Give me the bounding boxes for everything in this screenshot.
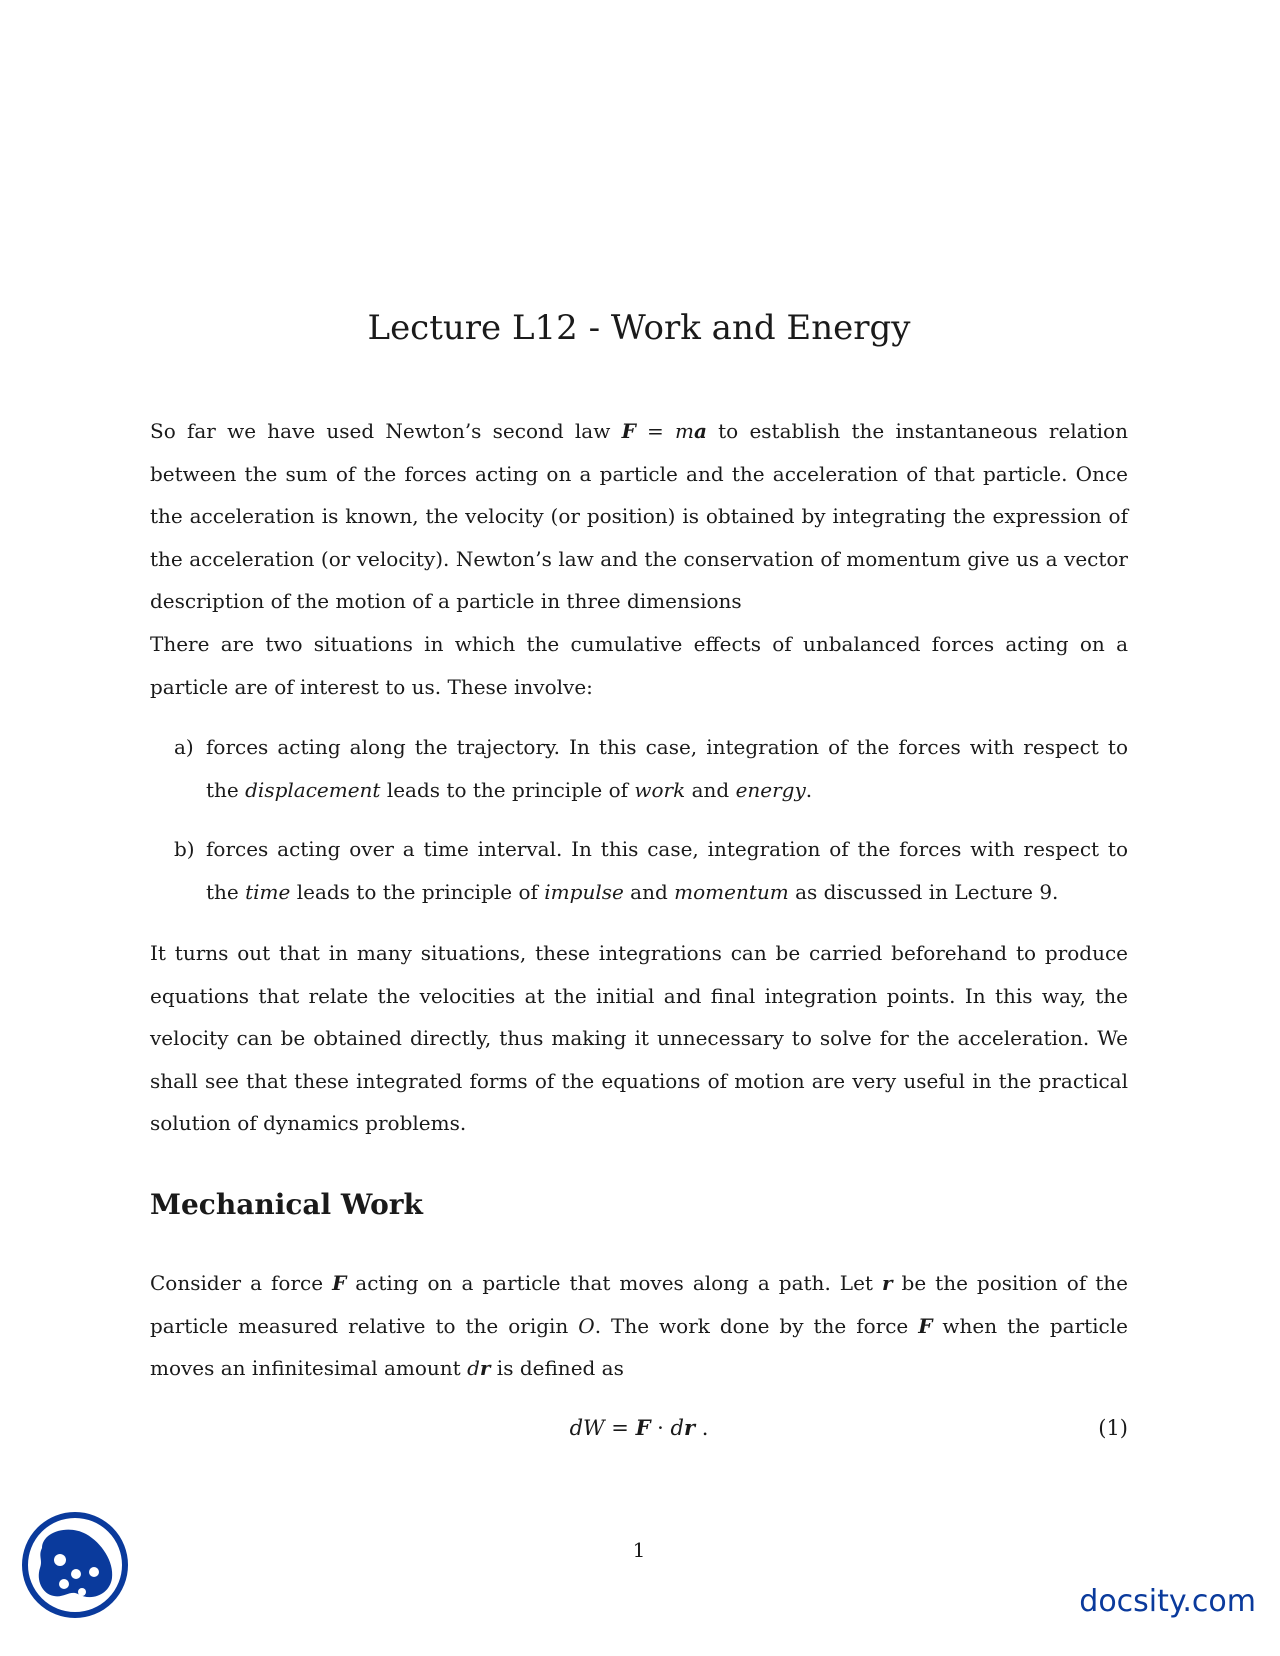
text-segment: is defined as [490,1356,624,1380]
text-segment: and [623,879,675,904]
emphasis: energy [735,777,806,802]
docsity-logo-icon[interactable] [20,1510,130,1620]
equation-1 [150,1408,1128,1448]
math-d: d [467,1356,480,1380]
math-m: m [674,419,694,443]
emphasis: work [634,777,686,802]
text-segment: leads to the principle of [290,879,545,904]
situations-list [150,726,1128,930]
math-vector-r: r [881,1271,893,1295]
text-segment: forces acting over a time interval. In this case, integration of the forces with respect to the [206,837,1128,904]
list-marker: a) [174,735,194,759]
text-segment: be the position of the particle measured relative to the origin [150,1271,1128,1338]
equation-number: (1) [1098,1416,1128,1440]
text-segment: . [805,777,813,802]
text-segment: acting on a particle that moves along a path. Let [346,1271,882,1295]
emphasis: displacement [245,777,381,802]
math-vector-a: a [693,419,707,443]
integration-paragraph: It turns out that in many situations, these integrations can be carried beforehand to produce equations that relate the velocities at the initial and final integration points. In this way, the velocity can be obtained directly, thus making it unnecessary to solve for the acceleration. We shall see that these integrated forms of the equations of motion are very useful in the practical solution of dynamics problems. [150,941,1128,1135]
math-vector-r: r [479,1356,491,1380]
text-segment: Consider a force [150,1271,333,1295]
math-period: . [695,1416,709,1440]
situations-paragraph: There are two situations in which the cumulative effects of unbalanced forces acting on a particle are of interest to us. These involve: [150,632,1128,699]
math-d: d [670,1416,684,1440]
equation-body [150,1408,1128,1448]
math-vector-r: r [683,1415,696,1440]
text-segment: as discussed in Lecture 9. [788,879,1059,904]
intro-paragraph [150,410,1128,623]
math-vector-F: F [621,419,636,443]
text-segment: and [685,777,736,802]
list-marker: b) [174,837,195,861]
text-segment: when the particle moves an infinitesimal amount [150,1313,1128,1380]
math-vector-F: F [918,1313,933,1338]
math-origin: O [578,1313,595,1338]
math-vector-F: F [635,1415,651,1440]
math-dW: dW [569,1416,605,1440]
text-segment: . The work done by the force [594,1313,919,1338]
page-number: 1 [632,1538,646,1562]
math-dot: · [650,1416,671,1440]
text-segment: So far we have used Newton’s second law [150,419,622,443]
emphasis: time [245,879,291,904]
math-equals: = [635,419,675,443]
math-vector-F: F [332,1271,347,1295]
text-segment: forces acting along the trajectory. In this case, integration of the forces with respect to the [206,735,1128,802]
list-item [150,828,1128,913]
work-definition-paragraph [150,1262,1128,1390]
math-equals: = [604,1416,636,1440]
text-segment: leads to the principle of [380,777,635,802]
list-item [150,726,1128,811]
brand-link[interactable]: docsity.com [1079,1584,1256,1619]
page-title: Lecture L12 - Work and Energy [367,308,911,348]
emphasis: impulse [544,879,624,904]
text-segment: to establish the instantaneous relation between the sum of the forces acting on a particle and the acceleration of that particle. Once the acceleration is known, the velocity (or position) is obtained by integrating the expression of the acceleration (or velocity). Newton’s law and the conservation of momentum give us a vector description of the motion of a particle in three dimensions [150,419,1128,613]
section-heading: Mechanical Work [150,1188,423,1221]
emphasis: momentum [674,879,789,904]
